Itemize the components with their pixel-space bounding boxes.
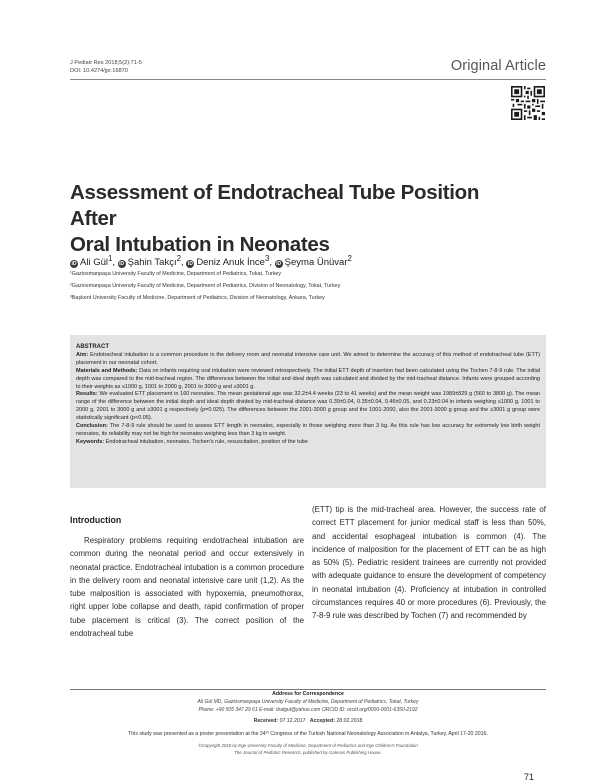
author-affiliation-marker: 1: [107, 254, 113, 263]
author[interactable]: iD Deniz Anuk İnce$^3$,: [187, 254, 273, 269]
author-list: [70, 254, 546, 268]
article-title: [70, 180, 510, 258]
abstract-methods-label: Materials and Methods:: [76, 367, 138, 374]
accepted-label: Accepted:: [309, 718, 335, 724]
correspondence-contact[interactable]: Phone: +90 505 347 29 61 E-mail: dralgul@yahoo.com ORCID ID: orcid.org/0000-0001-6350-2192: [198, 707, 418, 713]
abstract-box: [70, 335, 546, 488]
author[interactable]: iD Ali Gül$^1$,: [71, 254, 116, 269]
correspondence-address: Ali Gül MD, Gaziosmanpaşa University Faculty of Medicine, Department of Pediatrics, Tokat, Turkey: [197, 699, 419, 705]
abstract-conclusion-label: Conclusion:: [76, 423, 108, 430]
received-label: Received:: [253, 718, 279, 724]
introduction-column-1: Respiratory problems requiring endotracheal intubation are common during the neonatal period and occur extensively in neonatal practice. Endotracheal intubation is a common procedure in the delivery room and neonatal intensive care unit (1,2). As the tube malposition is associated with hypoxemia, pneumothorax, right upper lobe collapse and death, rapid confirmation of proper tube placement is critical (3). The correct position of the endotracheal tube: [70, 536, 304, 639]
abstract-keywords: [76, 439, 540, 447]
orcid-icon[interactable]: iD: [187, 261, 193, 268]
correspondence-heading: Address for Correspondence: [272, 691, 344, 697]
article-title-line1: Assessment of Endotracheal Tube Position After: [70, 181, 480, 230]
abstract-heading: ABSTRACT: [76, 344, 109, 350]
introduction-column-2: (ETT) tip is the mid-tracheal area. However, the success rate of correct ETT placement for junior medical staff is less than 50%, and accidental esophageal intubation is common (4). The incidence of malposition for the placement of ETT can be as high as 50% (5). Pediatric resident trainees are currently not provided with adequate guidance to ensure the development of competency in neonatal intubation (4). Proficiency at intubation in controlled circumstances requires 40 or more procedures (6). Previously, the 7-8-9 rule was described by Tochen (7) and recommended by: [312, 505, 546, 621]
qr-code-icon: [511, 86, 545, 120]
article-title-line2: Oral Intubation in Neonates: [70, 233, 330, 256]
orcid-icon[interactable]: iD: [276, 261, 282, 268]
author-name: Şeyma Ünüvar: [284, 257, 348, 269]
abstract-aim-label: Aim:: [76, 351, 89, 358]
abstract-results: [76, 391, 540, 423]
received-accepted-dates: [0, 718, 600, 724]
page-number: 71: [524, 772, 535, 782]
affiliation-2: ²Gaziosmanpaşa University Faculty of Medicine, Department of Pediatrics, Division of Neonatology, Tokat, Turkey: [70, 283, 341, 289]
header-divider: [70, 79, 546, 80]
abstract-methods-text: Data on infants requiring oral intubation were reviewed retrospectively. The initial ETT depth of insertion had been calculated using the Tochen 7-8-9 rule. The initial depth was compared to the mid-tracheal region. The differences between the initial and ideal depth was calculated and divided by the mid-tracheal distance. Infants were grouped according to their weights as ≤1000 g, 1001 to 2000 g, 2001 to 3000 g and ≥3001 g.: [76, 367, 541, 390]
received-date: 07.12.2017: [279, 718, 306, 724]
journal-doi[interactable]: DOI: 10.4274/jpr.16870: [70, 68, 128, 74]
introduction-heading: Introduction: [70, 515, 122, 525]
author-name: Ali Gül: [80, 257, 108, 269]
author-affiliation-marker: 2: [176, 254, 182, 263]
author-affiliation-marker: 2: [347, 254, 352, 263]
journal-citation: J Pediatr Res 2018;5(2):71-5: [70, 60, 142, 66]
author-name: Deniz Anuk İnce: [196, 257, 265, 269]
orcid-icon[interactable]: iD: [119, 261, 125, 268]
accepted-date: 28.02.2018: [336, 718, 363, 724]
footer-divider: [70, 689, 546, 690]
abstract-conclusion: [76, 423, 540, 439]
orcid-icon[interactable]: iD: [71, 261, 77, 268]
copyright-line-1: ©Copyright 2018 by Ege University Faculty of Medicine, Department of Pediatrics and Ege Children's Foundation: [198, 743, 418, 748]
copyright-line-2: The Journal of Pediatric Research, published by Galenos Publishing House.: [234, 750, 382, 755]
abstract-keywords-label: Keywords:: [76, 438, 105, 445]
abstract-aim-text: Endotracheal intubation is a common procedure in the delivery room and neonatal intensive care unit. We aimed to determine the accuracy of this method of endotracheal tube (ETT) placement in our neonatal cohort.: [76, 351, 541, 366]
affiliation-3: ³Başkent University Faculty of Medicine, Department of Pediatrics, Division of Neonatology, Ankara, Turkey: [70, 295, 325, 301]
author[interactable]: [275, 254, 352, 269]
journal-reference: [70, 59, 142, 75]
abstract-results-text: We evaluated ETT placement in 160 neonates. The mean gestational age was 32.2±4.4 weeks (23 to 41 weeks) and the mean weight was 1989±829 g (560 to 3800 g). The mean range of the difference between the initial depth and ideal depth divided by mid-tracheal distance was 0.39±0.04, 0.35±0.04, 0.46±0.05, and 0.23±0.04 in infants weighing ≤1000 g, 1001 to 2000 g, 2001 to 3000 g and ≥3001 g respectively (p=0.025). The differences between the 2001-3000 g group and the 1001-2000, also the 2001-3000 g group and the ≥3001 g group were statistically significant (p<0.05).: [76, 391, 540, 422]
abstract-keywords-text: Endotracheal intubation, neonates, Tochen's rule, resuscitation, position of the tube: [105, 438, 308, 445]
abstract-methods: [76, 368, 540, 392]
abstract-aim: [76, 352, 540, 368]
presentation-note: This study was presented as a poster presentation at the 24ᵗʰ Congress of the Turkish National Neonatology Association in Antalya, Turkey, April 17-20 2016.: [128, 731, 488, 737]
article-type-label: Original Article: [450, 58, 546, 74]
author[interactable]: iD Şahin Takçı$^2$,: [119, 254, 184, 269]
author-name: Şahin Takçı: [127, 257, 177, 269]
abstract-conclusion-text: The 7-8-9 rule should be used to assess ETT length in neonates, especially in those weighing more than 3 kg. As this rule has low accuracy for extremely low birth weight neonates, its reliability may not be high for neonates weighing less than 3 kg in weight.: [76, 423, 540, 437]
abstract-results-label: Results:: [76, 391, 98, 398]
author-affiliation-marker: 3: [264, 254, 270, 263]
affiliation-1: ¹Gaziosmanpaşa University Faculty of Medicine, Department of Pediatrics, Tokat, Turkey: [70, 271, 282, 277]
